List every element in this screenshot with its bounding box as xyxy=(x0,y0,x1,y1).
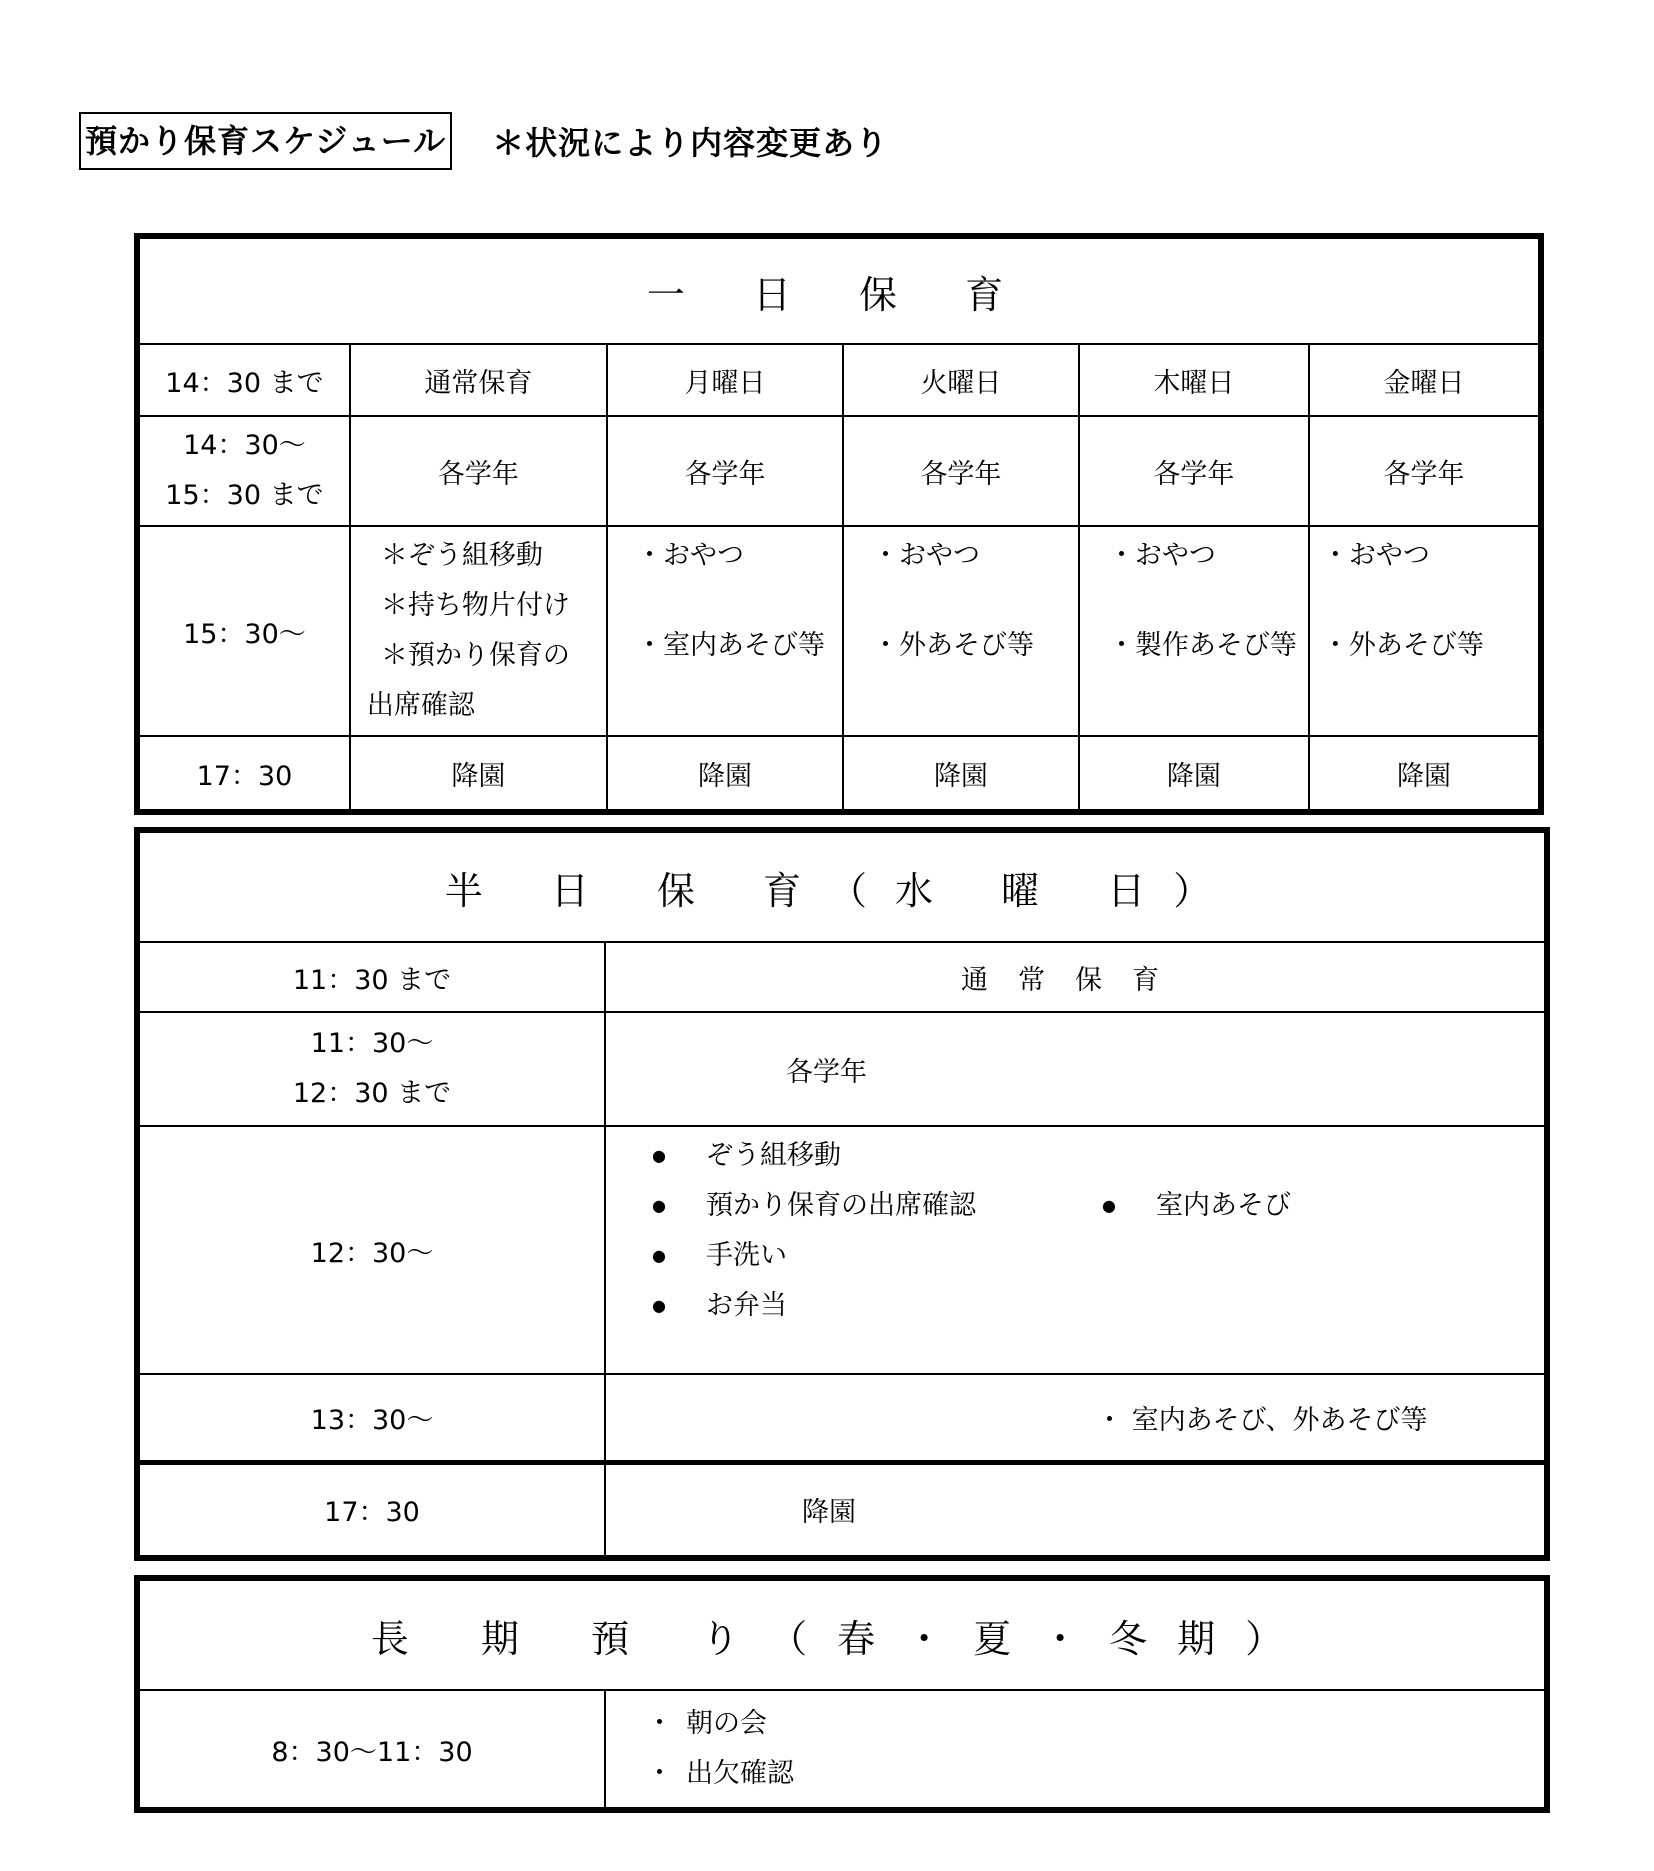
half-day-table xyxy=(134,827,1550,1561)
half-day-play xyxy=(605,1374,1547,1462)
half-day-time-1330: 13：30〜 xyxy=(137,1374,605,1462)
activity-text: 出欠確認 xyxy=(686,1758,794,1789)
time-line-2: 15：30 まで xyxy=(165,480,324,511)
page-header xyxy=(79,112,888,170)
time-line-1: 14：30〜 xyxy=(183,430,306,461)
activity-text: 朝の会 xyxy=(686,1708,767,1739)
activity-item: ・おやつ xyxy=(1321,540,1430,571)
activity-item: ● ぞう組移動 xyxy=(606,1131,1544,1181)
long-term-time: 8：30〜11：30 xyxy=(137,1690,605,1810)
full-day-grade-tuesday: 各学年 xyxy=(843,416,1079,526)
full-day-friday-activities xyxy=(1309,526,1541,736)
full-day-table xyxy=(134,233,1544,815)
activity-item: ● 室内あそび xyxy=(1056,1181,1291,1231)
activity-item: ＊持ち物片付け xyxy=(380,590,570,621)
full-day-thursday-activities xyxy=(1079,526,1309,736)
bullet: ・ xyxy=(646,1758,673,1789)
activity-item: ＊預かり保育の xyxy=(380,640,570,671)
full-day-dismissal-tuesday: 降園 xyxy=(843,736,1079,812)
half-day-time-1130-1230 xyxy=(137,1012,605,1126)
half-day-grades-text: 各学年 xyxy=(786,1056,867,1088)
page-title: 預かり保育スケジュール xyxy=(79,112,452,170)
half-day-dismissal xyxy=(605,1462,1547,1558)
activity-item: ・室内あそび等 xyxy=(635,630,825,661)
full-day-col-thursday: 木曜日 xyxy=(1079,344,1309,416)
activity-item: ＊ぞう組移動 xyxy=(380,540,543,571)
full-day-regular-activities xyxy=(350,526,607,736)
full-day-time-1730: 17：30 xyxy=(137,736,350,812)
activity-item: ● 手洗い xyxy=(606,1231,1544,1281)
half-day-activity-list xyxy=(606,1131,1544,1331)
full-day-dismissal-monday: 降園 xyxy=(607,736,843,812)
bullet: ・ xyxy=(646,1708,673,1739)
half-day-title: 半 日 保 育（水 曜 日） xyxy=(137,830,1547,942)
full-day-grade-thursday: 各学年 xyxy=(1079,416,1309,526)
activity-item xyxy=(606,1699,1544,1749)
long-term-table xyxy=(134,1575,1550,1813)
change-note: ＊状況により内容変更あり xyxy=(492,124,889,162)
half-day-regular-label: 通常保育 xyxy=(605,942,1547,1012)
full-day-time-1530: 15：30〜 xyxy=(137,526,350,736)
half-day-time-1230: 12：30〜 xyxy=(137,1126,605,1374)
activity-item: ・製作あそび等 xyxy=(1107,630,1297,661)
half-day-side-list xyxy=(1056,1181,1291,1231)
full-day-col-friday: 金曜日 xyxy=(1309,344,1541,416)
full-day-col-monday: 月曜日 xyxy=(607,344,843,416)
activity-item: ● 預かり保育の出席確認 xyxy=(606,1181,1544,1231)
full-day-grade-monday: 各学年 xyxy=(607,416,843,526)
full-day-time-1430-1530 xyxy=(137,416,350,526)
half-day-time-1130: 11：30 まで xyxy=(137,942,605,1012)
full-day-col-regular: 通常保育 xyxy=(350,344,607,416)
full-day-tuesday-activities xyxy=(843,526,1079,736)
activity-item: ・おやつ xyxy=(1107,540,1216,571)
activity-item: ・外あそび等 xyxy=(1321,630,1484,661)
time-line-1: 11：30〜 xyxy=(310,1028,434,1059)
half-day-play-text: ・ 室内あそび、外あそび等 xyxy=(1096,1404,1428,1436)
activity-item: ● お弁当 xyxy=(606,1281,1544,1331)
full-day-title: 一 日 保 育 xyxy=(137,236,1541,344)
full-day-grade-friday: 各学年 xyxy=(1309,416,1541,526)
half-day-activities xyxy=(605,1126,1547,1374)
activity-item: ・おやつ xyxy=(635,540,744,571)
full-day-col-tuesday: 火曜日 xyxy=(843,344,1079,416)
half-day-dismissal-text: 降園 xyxy=(802,1497,856,1529)
full-day-grade-regular: 各学年 xyxy=(350,416,607,526)
full-day-time-1430: 14：30 まで xyxy=(137,344,350,416)
activity-item: 出席確認 xyxy=(366,690,475,721)
activity-item: ・外あそび等 xyxy=(871,630,1034,661)
time-line-2: 12：30 まで xyxy=(292,1078,452,1109)
half-day-time-1730: 17：30 xyxy=(137,1462,605,1558)
full-day-dismissal-regular: 降園 xyxy=(350,736,607,812)
full-day-monday-activities xyxy=(607,526,843,736)
activity-item: ・おやつ xyxy=(871,540,980,571)
long-term-title: 長 期 預 り（春・夏・冬期） xyxy=(137,1578,1547,1690)
long-term-activities xyxy=(605,1690,1547,1810)
full-day-dismissal-thursday: 降園 xyxy=(1079,736,1309,812)
half-day-grades xyxy=(605,1012,1547,1126)
full-day-dismissal-friday: 降園 xyxy=(1309,736,1541,812)
activity-item xyxy=(606,1749,1544,1799)
